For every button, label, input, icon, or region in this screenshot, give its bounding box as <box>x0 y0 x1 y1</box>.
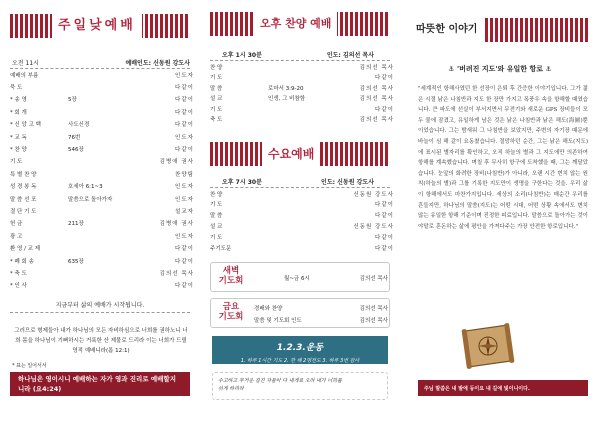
sunday-quote: 그러므로 형제들아 내가 하나님의 모든 자비하심으로 너희를 권하노니 너희 몸을 하나님이 기뻐하시는 거룩한 산 제물로 드리라 이는 너희가 드릴 영적 예배니라(롬 12:1) <box>14 328 188 354</box>
order-item-label: 기 도 <box>210 106 223 113</box>
order-item-leader: 신동원 강도사 <box>353 223 394 230</box>
divider <box>210 187 390 188</box>
movement-panel <box>212 336 388 364</box>
sunday-heading-bar <box>10 14 190 38</box>
order-item-leader: 인도자 <box>175 184 194 191</box>
order-row <box>210 211 394 220</box>
order-item-leader: 다같이 <box>175 246 194 253</box>
order-row <box>10 194 194 203</box>
order-item-leader: 김의선 목사 <box>359 117 394 123</box>
order-row <box>10 95 194 104</box>
order-item-label: 설 교 <box>210 96 223 102</box>
order-row <box>10 244 194 253</box>
friday-prayer-badge <box>214 302 248 322</box>
order-item-detail: 211장 <box>68 221 84 228</box>
order-item-leader: 다같이 <box>375 106 394 113</box>
dawn-badge-line1: 새벽 <box>222 266 240 276</box>
order-item-label: * 회 개 <box>10 109 27 116</box>
order-item-leader: 김의선 목사 <box>359 96 394 102</box>
order-row <box>10 231 194 240</box>
sunday-footer: 지금부터 삶의 예배가 시작됩니다. <box>55 302 145 309</box>
story-heading-bar <box>410 18 590 42</box>
story-banner <box>418 380 588 396</box>
order-row <box>10 70 194 79</box>
sunday-heading: 주일낮예배 <box>52 14 142 38</box>
wednesday-heading-bar <box>210 142 390 166</box>
order-item-leader: 다같이 <box>175 109 194 116</box>
order-row <box>210 243 394 252</box>
order-item-label: 찬 양 <box>210 64 223 71</box>
order-item-leader: 인도자 <box>175 72 194 79</box>
order-item-label: * 인 사 <box>10 283 27 290</box>
order-item-label: 광 고 <box>10 233 23 240</box>
friday-badge-line1: 금요 <box>222 302 240 312</box>
story-title: '버려진 지도'와 유일한 항로 <box>457 65 543 73</box>
order-item-leader: 김의선 목사 <box>359 64 394 71</box>
order-item-label: * 송 영 <box>10 97 27 104</box>
afternoon-time: 오후 1시 30분 <box>222 52 262 59</box>
order-row <box>210 221 394 230</box>
movement-subtitle: 1. 하루 1시간 기도 2. 한 해 2명전도 3. 하루 3번 감사 <box>240 358 360 364</box>
order-item-label: * 신 앙 고 백 <box>10 122 41 129</box>
friday-badge-line2: 기도회 <box>218 312 244 322</box>
sunday-time-line <box>12 58 190 67</box>
order-item-label: 특 별 찬 양 <box>10 171 37 178</box>
order-row <box>210 94 394 103</box>
order-item-label: 설 교 <box>210 223 223 230</box>
order-row <box>10 132 194 141</box>
order-row <box>210 232 394 241</box>
order-item-leader: 김의선 목사 <box>359 85 394 92</box>
order-item-leader: 다같이 <box>375 202 394 209</box>
order-item-detail: 인생, 그 비참함 <box>268 96 306 102</box>
dawn-prayer-leader: 김의선 목사 <box>359 276 388 282</box>
order-row <box>210 83 394 92</box>
order-row <box>210 62 394 71</box>
order-item-leader: 다같이 <box>375 245 394 252</box>
order-row <box>10 219 194 228</box>
order-row <box>210 73 394 82</box>
afternoon-heading: 오후 찬양 예배 <box>254 12 337 36</box>
order-row <box>210 189 394 198</box>
order-item-leader: 다같이 <box>175 122 194 129</box>
sunday-service-column <box>0 0 200 424</box>
dawn-prayer-badge <box>214 266 248 286</box>
friday-row-label: 경배와 찬양 <box>254 306 283 312</box>
order-item-label: 묵 도 <box>10 84 23 91</box>
order-item-label: 주기도문 <box>210 245 232 252</box>
ship-wheel-icon: ⚓ <box>448 65 455 73</box>
order-item-label: 기 도 <box>210 202 223 209</box>
friday-row-2 <box>254 316 388 324</box>
order-item-leader: 다같이 <box>175 97 194 104</box>
order-row <box>210 115 394 124</box>
verse-text: 수고하고 무거운 짐진 자들아 다 내게로 오라 내가 너희를 쉬게 하리라 <box>218 378 342 392</box>
order-item-label: 축 도 <box>210 117 223 123</box>
afternoon-time-line <box>222 50 374 59</box>
divider <box>210 60 390 61</box>
afternoon-heading-bar <box>210 12 390 36</box>
divider <box>10 68 190 69</box>
dawn-prayer-time: 월~금 6시 <box>284 276 310 282</box>
order-item-leader: 찬양팀 <box>175 171 194 178</box>
order-row <box>10 169 194 178</box>
sunday-time: 오전 11시 <box>12 60 39 67</box>
order-item-detail: 말씀으로 돌아가자 <box>68 196 113 203</box>
friday-row-leader: 김의선 목사 <box>359 306 388 312</box>
order-row <box>10 268 194 277</box>
order-item-leader: 다같이 <box>375 213 394 220</box>
order-row <box>10 144 194 153</box>
order-item-detail: 사도신경 <box>68 122 90 129</box>
story-heading: 따뜻한 이야기 <box>410 18 483 42</box>
order-item-leader: 인도자 <box>175 233 194 240</box>
order-row <box>10 157 194 166</box>
dawn-badge-line2: 기도회 <box>218 276 244 286</box>
order-item-label: 말 씀 선 포 <box>10 196 37 203</box>
order-item-label: * 찬 양 <box>10 146 27 153</box>
order-row <box>10 182 194 191</box>
order-item-label: 환 영 / 교 제 <box>10 246 41 253</box>
order-item-label: 헌 금 <box>10 221 23 228</box>
friday-row-1 <box>254 304 388 312</box>
order-item-leader: 김병애 권사 <box>159 159 194 166</box>
order-item-leader: 다같이 <box>175 258 194 265</box>
order-item-detail: 635장 <box>68 258 84 265</box>
order-item-leader: 다같이 <box>175 283 194 290</box>
map-scroll-illustration <box>460 318 516 374</box>
order-item-detail: 호세아 6:1~3 <box>68 184 103 191</box>
order-row <box>10 206 194 215</box>
order-item-label: 기 도 <box>10 159 23 166</box>
order-row <box>210 104 394 113</box>
story-text: "세계적인 항해사였던 한 선장이 은퇴 후 간증한 이야기입니다. 그가 젊은 시절 낡은 나침반과 지도 한 장만 가지고 폭풍우 속을 항해할 때였습니다. 큰 파도에 선실이 부서지면서 무전기와 새로운 GPS 장비들이 모두 물에 잠겼고, 유일하게 남은 것은 낡은 나침반과 낡은 해도(海圖)뿐이었습니다. 그는 밤새워 그 나침반을 보았지만, 주변의 자기장 때문에 바늘이 심 해 같이 요동쳤습니다. 절망하던 순간, 그는 낡은 해도(지도)에 표시된 별자리를 확인하고, 오직 하늘의 별과 그 지도에만 의존하여 항해를 계속했습니다. 며칠 후 무사히 항구에 도착했을 때, 그는 깨달았습니다. 눈앞의 화려한 장비(나침반)가 아니라, 오랜 시간 변치 않는 원칙(하늘의 별)과 그를 기록한 지도만이 생명을 구한다는 것을. 우리 삶이 항해에서도 마찬가지입니다. 세상의 소리(나침반)는 매순간 우리를 흔들지만, 하나님의 말씀(지도)는 어떤 시대, 어떤 상황 속에서도 변치 않는 유일한 항해 기준이며 진정한 피료입니다. 말씀으로 돌아가는 것이야말로 혼돈하는 삶에 평안을 가져다주는 가장 안전한 항로입니다." <box>418 86 588 230</box>
order-item-leader: 다같이 <box>175 84 194 91</box>
order-item-leader: 김병애 권사 <box>159 221 194 228</box>
order-item-label: 예배의 부름 <box>10 72 39 79</box>
order-item-label: 말 씀 <box>210 213 223 220</box>
order-item-leader: 인도자 <box>175 134 194 141</box>
order-item-label: 결 단 기 도 <box>10 208 37 215</box>
order-row <box>10 120 194 129</box>
order-item-label: * 폐 회 송 <box>10 258 34 265</box>
order-item-label: 말 씀 <box>210 85 223 92</box>
afternoon-wednesday-column <box>200 0 400 424</box>
friday-row-label: 말씀 및 기도회 인도 <box>254 318 302 324</box>
order-item-label: 기 도 <box>210 234 223 241</box>
standing-note: * 표는 일어서서 <box>12 363 47 369</box>
wednesday-time-line <box>222 177 374 186</box>
story-title-row <box>400 64 600 74</box>
order-item-label: 기 도 <box>210 75 223 81</box>
order-item-detail: 546장 <box>68 146 84 153</box>
order-item-detail: 5장 <box>68 97 77 104</box>
movement-title: 1.2.3.운동 <box>276 343 324 353</box>
order-item-label: * 축 도 <box>10 270 27 277</box>
order-row <box>210 200 394 209</box>
story-banner-text: 주님 말씀은 내 발에 등이요 내 길에 빛이니이다. <box>424 385 530 392</box>
friday-row-leader: 김의선 목사 <box>359 318 388 324</box>
wednesday-time: 오후 7시 30분 <box>222 179 262 186</box>
afternoon-leader: 인도: 김의선 목사 <box>326 52 374 59</box>
order-item-label: * 교 독 <box>10 134 27 141</box>
divider <box>10 312 190 313</box>
order-item-leader: 다같이 <box>375 234 394 241</box>
order-item-label: 찬 양 <box>210 191 223 198</box>
order-row <box>10 82 194 91</box>
sunday-leader: 예배인도: 신동원 강도사 <box>125 60 190 67</box>
ship-wheel-icon: ⚓ <box>545 65 552 73</box>
order-item-leader: 인도자 <box>175 196 194 203</box>
order-item-leader: 김의선 목사 <box>159 270 194 277</box>
order-item-leader: 설교자 <box>175 208 194 215</box>
sunday-banner: 하나님은 영이시니 예배하는 자가 영과 진리로 예배할지니라 (요4:24) <box>10 372 190 396</box>
order-item-leader: 다같이 <box>175 146 194 153</box>
wednesday-heading: 수요예배 <box>262 142 320 166</box>
order-item-leader: 다같이 <box>375 75 394 81</box>
order-item-detail: 로마서 3:9-20 <box>268 85 304 92</box>
wednesday-leader: 인도: 신동원 강도사 <box>321 179 374 186</box>
order-row <box>10 256 194 265</box>
order-item-label: 성 경 봉 독 <box>10 184 37 191</box>
order-row <box>10 107 194 116</box>
order-item-detail: 76번 <box>68 134 81 141</box>
order-item-leader: 신동원 강도사 <box>353 191 394 198</box>
order-row <box>10 281 194 290</box>
